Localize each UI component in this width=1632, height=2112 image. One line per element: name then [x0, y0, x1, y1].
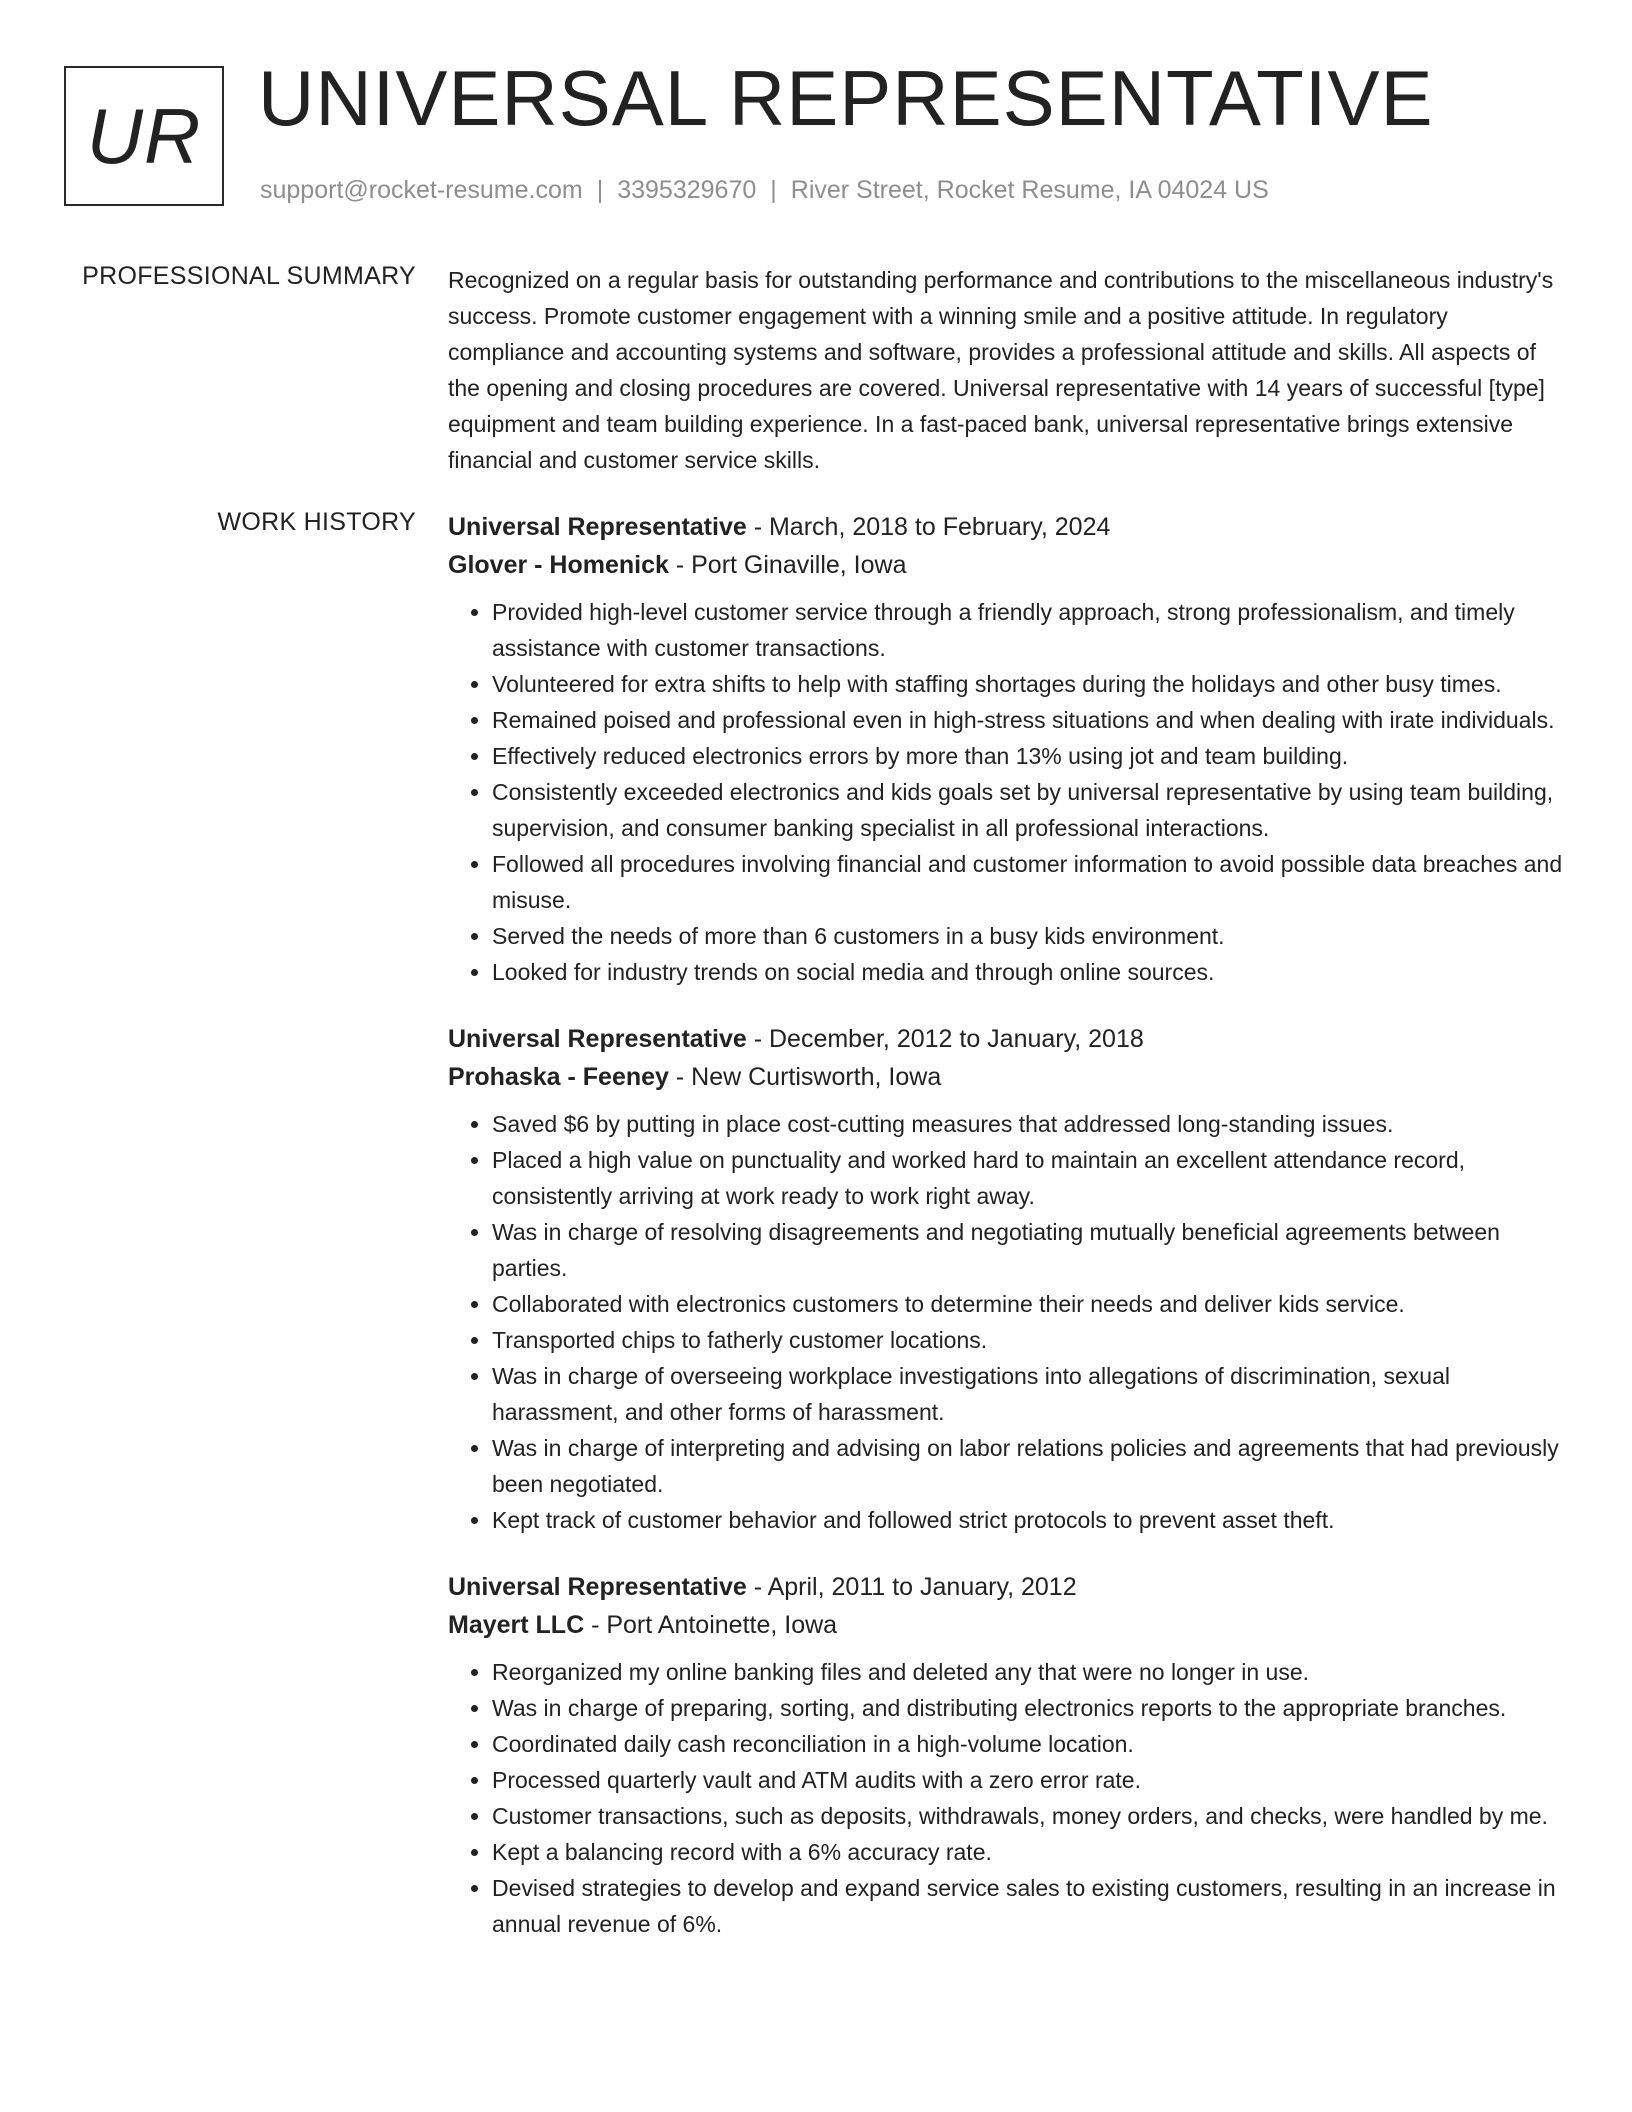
job-bullet: • Collaborated with electronics customers to determine their needs and deliver kids service.	[492, 1286, 1566, 1322]
job-company-line	[448, 1606, 1566, 1644]
job-bullet: • Was in charge of resolving disagreements and negotiating mutually beneficial agreements between parties.	[492, 1214, 1566, 1286]
job-company: Mayert LLC	[448, 1611, 585, 1639]
job-bullet: • Reorganized my online banking files and deleted any that were no longer in use.	[492, 1654, 1566, 1690]
contact-line	[260, 176, 1269, 205]
job-company: Prohaska - Feeney	[448, 1063, 669, 1091]
job-bullet: • Volunteered for extra shifts to help with staffing shortages during the holidays and other busy times.	[492, 666, 1566, 702]
job-title-line	[448, 508, 1566, 546]
job-entry	[448, 508, 1566, 990]
job-location: - Port Ginaville, Iowa	[668, 551, 907, 579]
job-bullet: • Kept track of customer behavior and followed strict protocols to prevent asset theft.	[492, 1502, 1566, 1538]
job-title: Universal Representative	[448, 513, 747, 541]
job-bullet: • Served the needs of more than 6 customers in a busy kids environment.	[492, 918, 1566, 954]
summary-body	[448, 262, 1566, 478]
section-label-summary: PROFESSIONAL SUMMARY	[82, 262, 416, 290]
job-entry	[448, 1020, 1566, 1538]
job-bullet: • Devised strategies to develop and expand service sales to existing customers, resulting in an increase in annual revenue of 6%.	[492, 1870, 1566, 1942]
job-dates: - April, 2011 to January, 2012	[746, 1573, 1077, 1601]
candidate-name: UNIVERSAL REPRESENTATIVE	[258, 54, 1434, 142]
job-bullet: • Saved $6 by putting in place cost-cutting measures that addressed long-standing issues.	[492, 1106, 1566, 1142]
job-bullet: • Looked for industry trends on social media and through online sources.	[492, 954, 1566, 990]
contact-phone[interactable]: 3395329670	[617, 176, 757, 204]
job-location: - Port Antoinette, Iowa	[584, 1611, 838, 1639]
job-bullet: • Was in charge of preparing, sorting, and distributing electronics reports to the appropriate branches.	[492, 1690, 1566, 1726]
monogram-box	[64, 66, 224, 206]
job-bullet-list	[448, 1106, 1566, 1538]
monogram-initials: UR	[86, 91, 202, 180]
job-company: Glover - Homenick	[448, 551, 669, 579]
job-bullet-list	[448, 1654, 1566, 1942]
job-bullet: • Customer transactions, such as deposits, withdrawals, money orders, and checks, were handled by me.	[492, 1798, 1566, 1834]
contact-address: River Street, Rocket Resume, IA 04024 US	[790, 176, 1269, 204]
job-entry	[448, 1568, 1566, 1942]
job-bullet: • Coordinated daily cash reconciliation in a high-volume location.	[492, 1726, 1566, 1762]
job-title: Universal Representative	[448, 1025, 747, 1053]
contact-separator: |	[596, 176, 604, 204]
job-title: Universal Representative	[448, 1573, 747, 1601]
job-bullet: • Kept a balancing record with a 6% accuracy rate.	[492, 1834, 1566, 1870]
contact-separator: |	[770, 176, 777, 204]
job-title-line	[448, 1020, 1566, 1058]
job-company-line	[448, 546, 1566, 584]
job-bullet: • Followed all procedures involving financial and customer information to avoid possible data breaches and misuse.	[492, 846, 1566, 918]
job-bullet: • Consistently exceeded electronics and kids goals set by universal representative by using team building, supervision, and consumer banking specialist in all professional interactions.	[492, 774, 1566, 846]
job-bullet: • Placed a high value on punctuality and worked hard to maintain an excellent attendance record, consistently arriving at work ready to work right away.	[492, 1142, 1566, 1214]
job-location: - New Curtisworth, Iowa	[668, 1063, 942, 1091]
contact-email[interactable]: support@rocket-resume.com	[260, 176, 583, 204]
job-bullet: • Was in charge of overseeing workplace investigations into allegations of discrimination, sexual harassment, and other forms of harassment.	[492, 1358, 1566, 1430]
job-bullet: • Provided high-level customer service through a friendly approach, strong professionalism, and timely assistance with customer transactions.	[492, 594, 1566, 666]
job-company-line	[448, 1058, 1566, 1096]
job-title-line	[448, 1568, 1566, 1606]
job-bullet-list	[448, 594, 1566, 990]
job-bullet: • Remained poised and professional even in high-stress situations and when dealing with irate individuals.	[492, 702, 1566, 738]
job-bullet: • Processed quarterly vault and ATM audits with a zero error rate.	[492, 1762, 1566, 1798]
job-dates: - December, 2012 to January, 2018	[746, 1025, 1144, 1053]
summary-text: Recognized on a regular basis for outstanding performance and contributions to the miscellaneous industry's success. Promote customer engagement with a winning smile and a positive attitude. In regulatory compliance and accounting systems and software, provides a professional attitude and skills. All aspects of the opening and closing procedures are covered. Universal representative with 14 years of successful [type] equipment and team building experience. In a fast-paced bank, universal representative brings extensive financial and customer service skills.	[448, 267, 1554, 473]
section-label-work-history: WORK HISTORY	[217, 508, 416, 536]
job-dates: - March, 2018 to February, 2024	[746, 513, 1111, 541]
work-history-body	[448, 508, 1566, 1972]
job-bullet: • Was in charge of interpreting and advising on labor relations policies and agreements that had previously been negotiated.	[492, 1430, 1566, 1502]
job-bullet: • Transported chips to fatherly customer locations.	[492, 1322, 1566, 1358]
job-bullet: • Effectively reduced electronics errors by more than 13% using jot and team building.	[492, 738, 1566, 774]
